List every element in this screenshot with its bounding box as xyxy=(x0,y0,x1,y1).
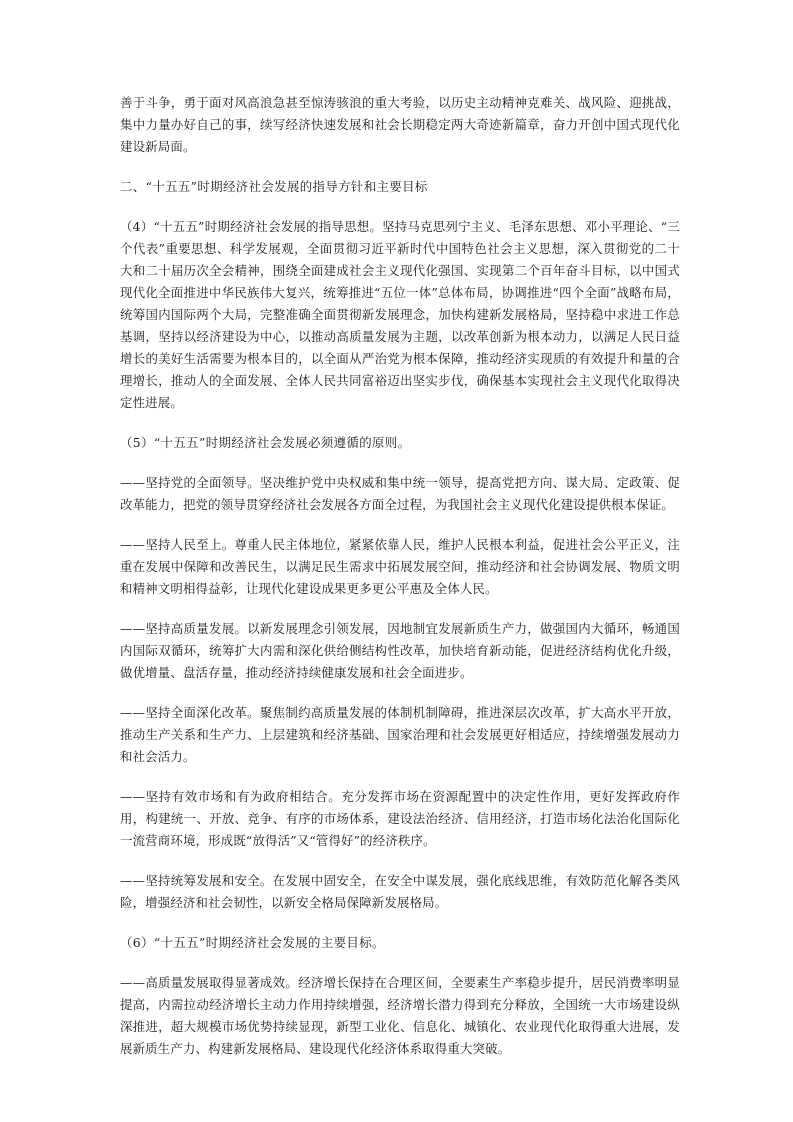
subheading-main-goals: （6）“十五五”时期经济社会发展的主要目标。 xyxy=(120,935,385,950)
paragraph-gap xyxy=(120,414,680,432)
paragraph-gap xyxy=(120,158,680,176)
paragraph-gap xyxy=(120,198,680,216)
principle-market-and-government: ——坚持有效市场和有为政府相结合。充分发挥市场在资源配置中的决定性作用，更好发挥政府作用，构建统一、开放、竞争、有序的市场体系，建设法治经济、信用经济，打造市场化法治化国际化一流营商环境，形成既“放得活”又“管得好”的经济秩序。 xyxy=(120,789,680,848)
principle-deepen-reform: ——坚持全面深化改革。聚焦制约高质量发展的体制机制障碍，推进深层次改革，扩大高水平开放，推动生产关系和生产力、上层建筑和经济基础、国家治理和社会发展更好相适应，持续增强发展动力和社会活力。 xyxy=(120,705,680,764)
paragraph-gap xyxy=(120,684,680,702)
paragraph-guiding-thought: （4）“十五五”时期经济社会发展的指导思想。坚持马克思列宁主义、毛泽东思想、邓小平理论、“三个代表”重要思想、科学发展观，全面贯彻习近平新时代中国特色社会主义思想，深入贯彻党的二十大和二十届历次全会精神，围绕全面建成社会主义现代化强国、实现第二个百年奋斗目标，以中国式现代化全面推进中华民族伟大复兴，统筹推进“五位一体”总体布局，协调推进“四个全面”战略布局，统筹国内国际两个大局，完整准确全面贯彻新发展理念，加快构建新发展格局，坚持稳中求进工作总基调，坚持以经济建设为中心，以推动高质量发展为主题，以改革创新为根本动力，以满足人民日益增长的美好生活需要为根本目的，以全面从严治党为根本保障，推动经济实现质的有效提升和量的合理增长，推动人的全面发展、全体人民共同富裕迈出坚实步伐，确保基本实现社会主义现代化取得决定性进展。 xyxy=(120,219,680,410)
goal-high-quality-development: ——高质量发展取得显著成效。经济增长保持在合理区间，全要素生产率稳步提升，居民消费率明显提高，内需拉动经济增长主动力作用持续增强，经济增长潜力得到充分释放，全国统一大市场建设纵深推进，超大规模市场优势持续显现，新型工业化、信息化、城镇化、农业现代化取得重大进展，发展新质生产力、构建新发展格局、建设现代化经济体系取得重大突破。 xyxy=(120,975,680,1056)
paragraph-gap xyxy=(120,914,680,932)
paragraph-gap xyxy=(120,600,680,618)
subheading-principles: （5）“十五五”时期经济社会发展必须遵循的原则。 xyxy=(120,435,411,450)
paragraph-gap xyxy=(120,516,680,534)
paragraph-gap xyxy=(120,768,680,786)
paragraph-gap xyxy=(120,954,680,972)
document-page xyxy=(120,92,680,1060)
principle-party-leadership: ——坚持党的全面领导。坚决维护党中央权威和集中统一领导，提高党把方向、谋大局、定政策、促改革能力，把党的领导贯穿经济社会发展各方面全过程，为我国社会主义现代化建设提供根本保证。 xyxy=(120,475,680,512)
principle-people-first: ——坚持人民至上。尊重人民主体地位，紧紧依靠人民，维护人民根本利益，促进社会公平正义，注重在发展中保障和改善民生，以满足民生需求中拓展发展空间，推动经济和社会协调发展、物质文明和精神文明相得益彰，让现代化建设成果更多更公平惠及全体人民。 xyxy=(120,537,680,596)
paragraph-gap xyxy=(120,454,680,472)
paragraph-intro-continuation: 善于斗争，勇于面对风高浪急甚至惊涛骇浪的重大考验，以历史主动精神克难关、战风险、迎挑战，集中力量办好自己的事，续写经济快速发展和社会长期稳定两大奇迹新篇章，奋力开创中国式现代化建设新局面。 xyxy=(120,95,680,154)
section-heading: 二、“十五五”时期经济社会发展的指导方针和主要目标 xyxy=(120,179,428,194)
principle-high-quality-development: ——坚持高质量发展。以新发展理念引领发展，因地制宜发展新质生产力，做强国内大循环，畅通国内国际双循环，统筹扩大内需和深化供给侧结构性改革，加快培育新动能，促进经济结构优化升级，做优增量、盘活存量，推动经济持续健康发展和社会全面进步。 xyxy=(120,621,680,680)
paragraph-gap xyxy=(120,852,680,870)
principle-development-and-security: ——坚持统筹发展和安全。在发展中固安全，在安全中谋发展，强化底线思维，有效防范化解各类风险，增强经济和社会韧性，以新安全格局保障新发展格局。 xyxy=(120,873,680,910)
